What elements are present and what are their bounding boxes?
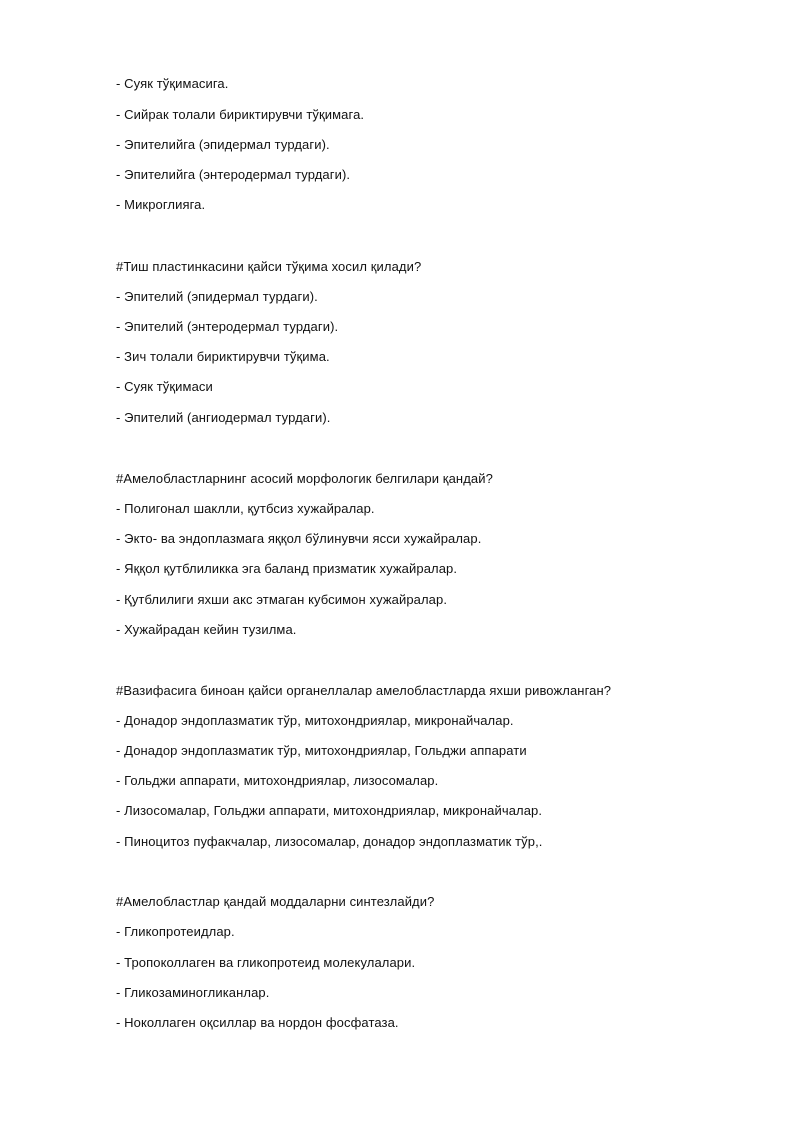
answer-option: - Микроглияга. <box>116 197 206 212</box>
answer-option: - Экто- ва эндоплазмага яққол бўлинувчи ясси хужайралар. <box>116 531 482 546</box>
answer-option: - Ноколлаген оқсиллар ва нордон фосфатаза. <box>116 1015 399 1030</box>
answer-option: - Суяк тўқимаси <box>116 379 213 394</box>
answer-option: - Хужайрадан кейин тузилма. <box>116 622 297 637</box>
answer-option: - Эпителий (энтеродермал турдаги). <box>116 319 339 334</box>
answer-option: - Гольджи аппарати, митохондриялар, лизосомалар. <box>116 773 439 788</box>
answer-option: - Гликозаминогликанлар. <box>116 985 270 1000</box>
answer-option: - Эпителий (эпидермал турдаги). <box>116 289 318 304</box>
answer-option: - Сийрак толали бириктирувчи тўқимага. <box>116 107 365 122</box>
answer-option: - Полигонал шаклли, қутбсиз хужайралар. <box>116 501 375 516</box>
question-heading: #Амелобластлар қандай моддаларни синтезлайди? <box>116 894 435 909</box>
answer-option: - Гликопротеидлар. <box>116 924 235 939</box>
answer-option: - Қутблилиги яхши акс этмаган кубсимон хужайралар. <box>116 592 448 607</box>
answer-option: - Эпителийга (эпидермал турдаги). <box>116 137 330 152</box>
answer-option: - Донадор эндоплазматик тўр, митохондриялар, Гольджи аппарати <box>116 743 527 758</box>
question-heading: #Вазифасига биноан қайси органеллалар амелобластларда яхши ривожланган? <box>116 683 612 698</box>
answer-option: - Яққол қутблиликка эга баланд призматик хужайралар. <box>116 561 458 576</box>
answer-option: - Донадор эндоплазматик тўр, митохондриялар, микронайчалар. <box>116 713 514 728</box>
answer-option: - Тропоколлаген ва гликопротеид молекулалари. <box>116 955 416 970</box>
answer-option: - Эпителий (ангиодермал турдаги). <box>116 410 331 425</box>
answer-option: - Пиноцитоз пуфакчалар, лизосомалар, донадор эндоплазматик тўр,. <box>116 834 543 849</box>
answer-option: - Суяк тўқимасига. <box>116 76 229 91</box>
answer-option: - Эпителийга (энтеродермал турдаги). <box>116 167 351 182</box>
answer-option: - Зич толали бириктирувчи тўқима. <box>116 349 330 364</box>
question-heading: #Тиш пластинкасини қайси тўқима хосил қилади? <box>116 259 422 274</box>
answer-option: - Лизосомалар, Гольджи аппарати, митохондриялар, микронайчалар. <box>116 803 543 818</box>
question-heading: #Амелобластларнинг асосий морфологик белгилари қандай? <box>116 471 493 486</box>
